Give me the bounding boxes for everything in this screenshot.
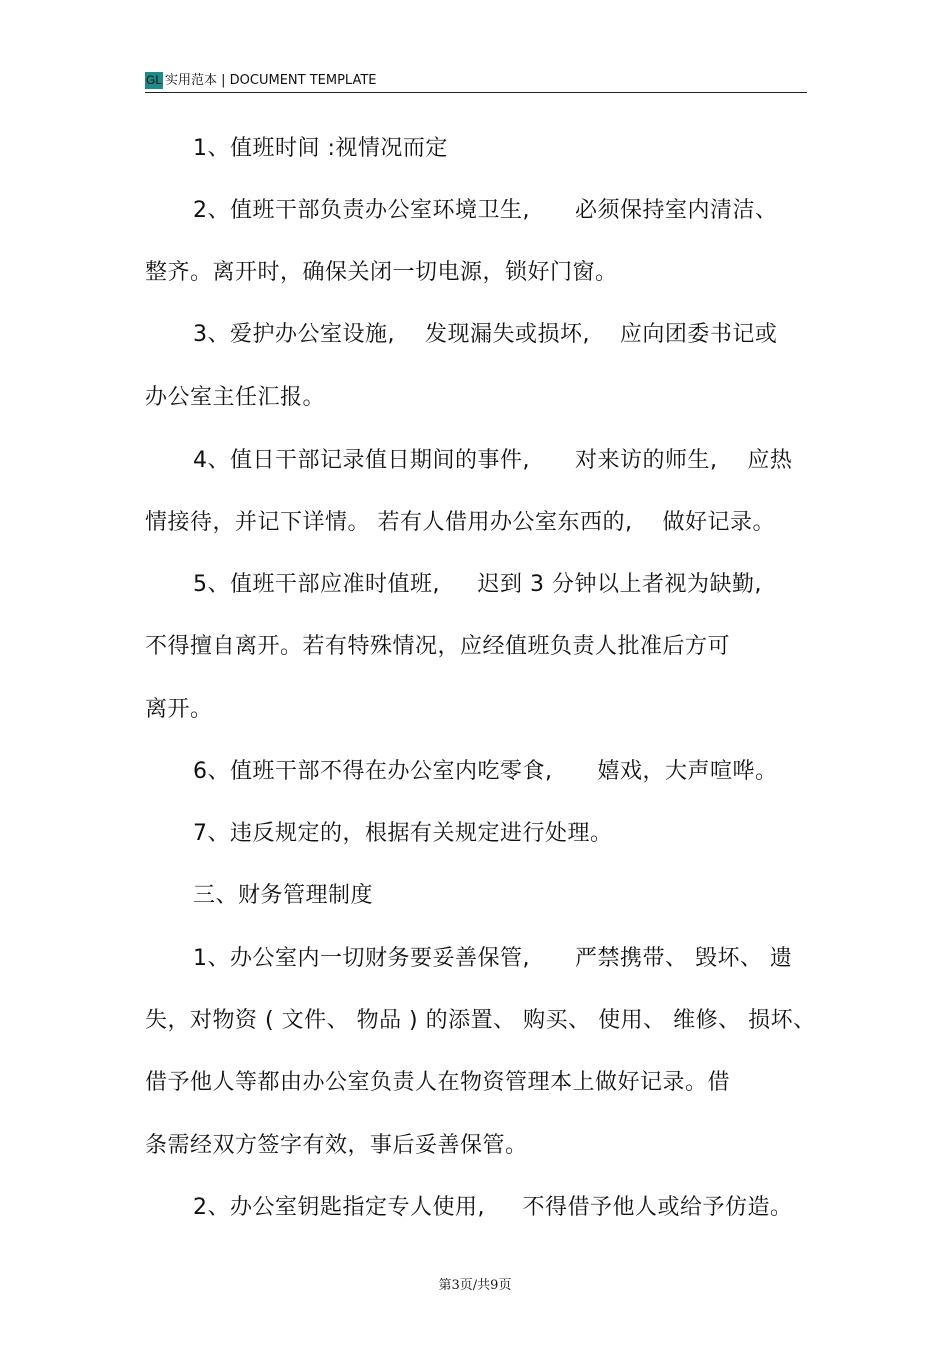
header-title: 实用范本 | DOCUMENT TEMPLATE [165,73,377,88]
paragraph-line: 整齐。离开时，确保关闭一切电源，锁好门窗。 [145,260,618,285]
gl-logo: GL [145,73,162,87]
paragraph-line: 借予他人等都由办公室负责人在物资管理本上做好记录。借 [145,1070,731,1095]
paragraph-line: 3、爱护办公室设施, 发现漏失或损坏, 应向团委书记或 [193,322,778,347]
paragraph-line: 1、值班时间 :视情况而定 [193,136,448,161]
paragraph-line: 2、办公室钥匙指定专人使用, 不得借予他人或给予仿造。 [193,1195,793,1220]
paragraph-line: 5、值班干部应准时值班, 迟到 3 分钟以上者视为缺勤, [193,572,762,597]
page-number: 第3页/共9页 [438,1278,512,1293]
paragraph-line: 离开。 [145,697,213,722]
paragraph-line: 2、值班干部负责办公室环境卫生, 必须保持室内清洁、 [193,198,778,223]
paragraph-line: 情接待，并记下详情。 若有人借用办公室东西的, 做好记录。 [145,510,775,535]
page-header [145,70,807,93]
paragraph-line: 不得擅自离开。若有特殊情况，应经值班负责人批准后方可 [145,634,731,659]
paragraph-line: 失，对物资 ( 文件、 物品 ) 的添置、 购买、 使用、 维修、 损坏、 [145,1008,816,1033]
paragraph-line: 条需经双方签字有效，事后妥善保管。 [145,1133,528,1158]
section-heading: 三、财务管理制度 [193,883,374,908]
paragraph-line: 7、违反规定的，根据有关规定进行处理。 [193,821,613,846]
paragraph-line: 1、办公室内一切财务要妥善保管, 严禁携带、 毁坏、 遗 [193,946,793,971]
paragraph-line: 6、值班干部不得在办公室内吃零食, 嬉戏，大声喧哗。 [193,759,778,784]
paragraph-line: 4、值日干部记录值日期间的事件, 对来访的师生, 应热 [193,448,793,473]
paragraph-line: 办公室主任汇报。 [145,385,326,410]
